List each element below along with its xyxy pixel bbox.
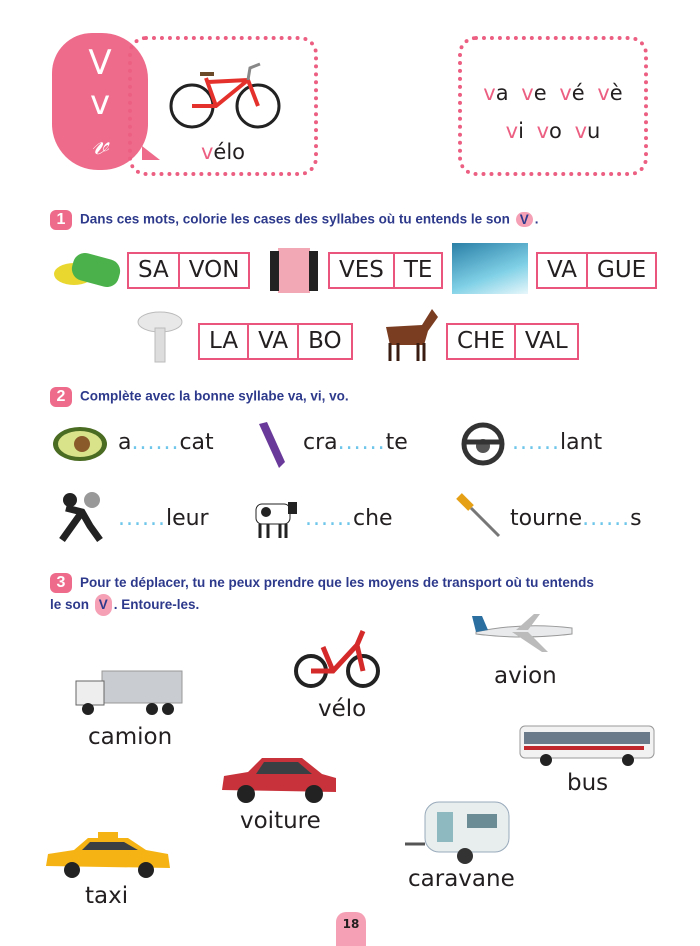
syllable-box[interactable]: VA: [249, 325, 299, 358]
transport-camion[interactable]: camion: [88, 724, 173, 750]
tie-icon: [255, 420, 291, 470]
word-cheval: [446, 323, 579, 360]
ex1-end: .: [534, 211, 539, 227]
fill-word: [303, 430, 408, 455]
keyword-box: [128, 36, 318, 176]
fill-word: [510, 506, 642, 531]
letter-cursive: 𝓋: [91, 123, 109, 163]
fill-after: cat: [179, 430, 214, 455]
keyword-rest: élo: [213, 140, 246, 164]
syllable-box[interactable]: TE: [403, 257, 433, 283]
kids-bike-icon: [293, 625, 381, 693]
fill-blank[interactable]: ......: [582, 506, 631, 531]
bicycle-icon: [168, 60, 282, 132]
syllables-row-2: vi vo vu: [505, 119, 601, 143]
truck-icon: [72, 665, 184, 717]
syllables-row-1: va ve vé vè: [483, 81, 623, 105]
ex3-text-2: le son: [50, 597, 90, 612]
syl: va: [483, 81, 509, 105]
steering-wheel-icon: [460, 422, 506, 466]
fill-before: tourne: [510, 506, 583, 531]
ex1-instruction: [50, 210, 538, 230]
sound-badge: V: [95, 594, 112, 616]
syllable-box[interactable]: LA: [200, 325, 249, 358]
transport-velo[interactable]: vélo: [318, 696, 367, 722]
jacket-icon: [268, 245, 320, 295]
word-lavabo: [198, 323, 353, 360]
fill-blank[interactable]: ......: [131, 430, 180, 455]
fill-blank[interactable]: ......: [512, 430, 560, 455]
cow-icon: [248, 498, 298, 540]
ex3-number: 3: [50, 573, 72, 593]
fill-blank[interactable]: ......: [337, 430, 386, 455]
word-vague: [536, 252, 657, 289]
ex3-text-1: Pour te déplacer, tu ne peux prendre que les moyens de transport où tu entends: [80, 575, 594, 590]
fill-blank[interactable]: ......: [305, 506, 353, 531]
horse-icon: [380, 305, 440, 363]
avocado-icon: [52, 425, 108, 463]
word-veste: [328, 252, 443, 289]
fill-after: lant: [559, 430, 603, 455]
ex3-text-3: . Entoure-les.: [113, 597, 200, 612]
letter-uppercase: V: [88, 43, 112, 83]
fill-word: [118, 430, 214, 455]
fill-word: [118, 506, 209, 531]
fill-before: cra: [303, 430, 338, 455]
fill-before: a: [118, 430, 132, 455]
fill-after: che: [352, 506, 393, 531]
ex2-number: 2: [50, 387, 72, 407]
syllable-box[interactable]: SA: [129, 254, 180, 287]
transport-voiture[interactable]: voiture: [240, 808, 321, 834]
ex2-text: Complète avec la bonne syllabe: [80, 388, 285, 404]
airplane-icon: [472, 608, 576, 656]
wave-icon: [452, 243, 528, 294]
soap-icon: [52, 250, 122, 292]
syllable-box[interactable]: CHE: [448, 325, 516, 358]
transport-caravane[interactable]: caravane: [408, 866, 515, 892]
taxi-icon: [42, 832, 174, 880]
ex2-options: va, vi, vo.: [287, 388, 349, 404]
syllable-box[interactable]: VAL: [524, 328, 568, 354]
transport-bus[interactable]: bus: [567, 770, 609, 796]
syllable-box[interactable]: GUE: [597, 257, 647, 283]
fill-word: [305, 506, 393, 531]
syllable-box[interactable]: VES: [330, 254, 395, 287]
letter-lowercase: v: [89, 83, 111, 123]
fill-after: te: [385, 430, 408, 455]
sink-icon: [137, 308, 183, 364]
word-savon: [127, 252, 250, 289]
keyword: [132, 140, 314, 164]
syllable-box[interactable]: VA: [538, 254, 588, 287]
caravan-icon: [405, 798, 513, 866]
fill-after: s: [630, 506, 642, 531]
syllables-box: [458, 36, 648, 176]
bus-icon: [518, 724, 658, 768]
fill-after: leur: [165, 506, 209, 531]
transport-avion[interactable]: avion: [494, 663, 557, 689]
page-number: 18: [336, 912, 366, 946]
syllable-box[interactable]: BO: [308, 328, 342, 354]
sound-badge: V: [516, 212, 533, 227]
screwdriver-icon: [455, 492, 503, 540]
ex2-instruction: [50, 387, 349, 407]
fill-blank[interactable]: ......: [118, 506, 166, 531]
ex1-text: Dans ces mots, colorie les cases des syllabes où tu entends le son: [80, 211, 510, 227]
transport-taxi[interactable]: taxi: [85, 883, 129, 909]
car-icon: [218, 752, 340, 806]
thief-icon: [52, 490, 106, 546]
keyword-highlight: v: [200, 140, 214, 164]
fill-word: [512, 430, 602, 455]
syllable-box[interactable]: VON: [188, 257, 240, 283]
ex1-number: 1: [50, 210, 72, 230]
